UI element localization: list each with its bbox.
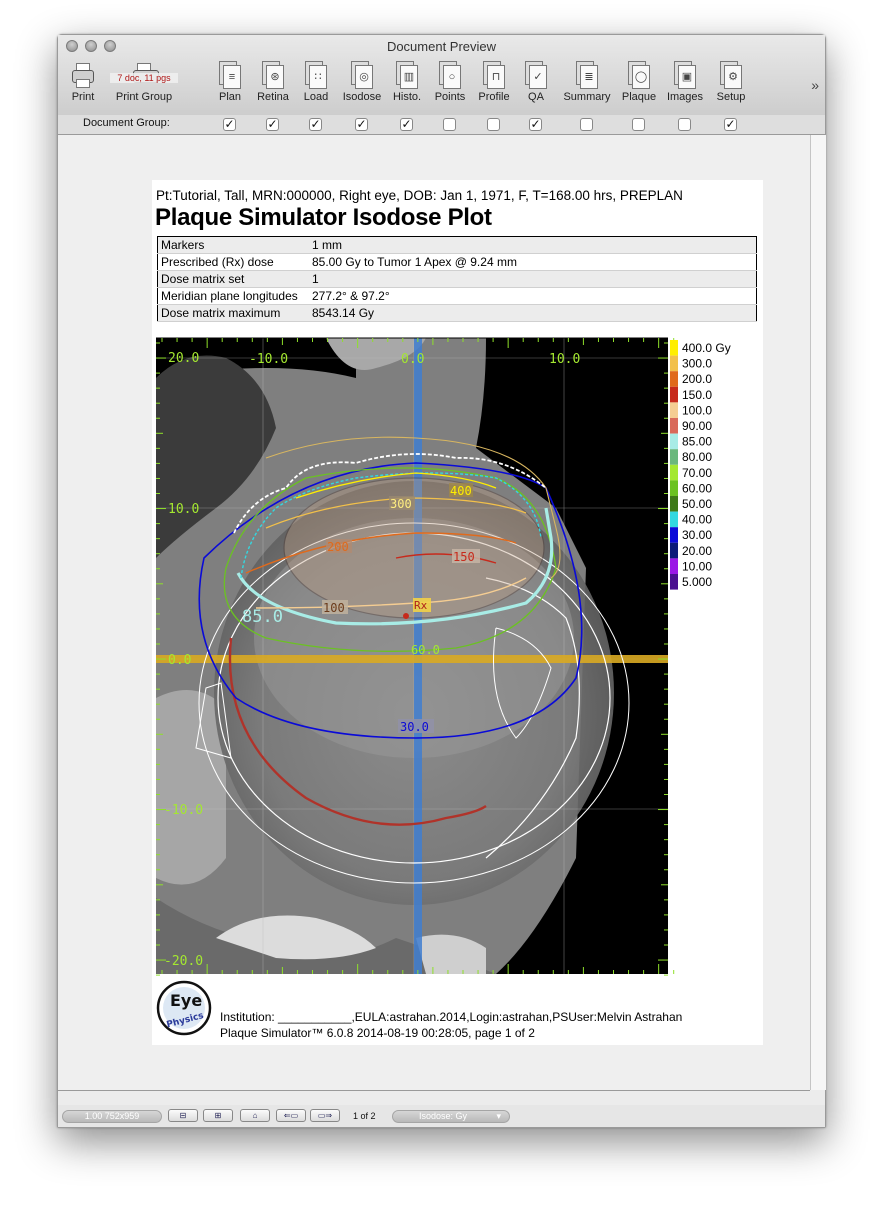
legend-swatch [670, 371, 678, 387]
status-bar [58, 1105, 825, 1127]
legend-label: 85.00 [682, 434, 713, 449]
legend-swatch [670, 449, 678, 465]
legend-swatch [670, 558, 678, 574]
plan-doc-icon: ≡ [217, 61, 243, 89]
legend-swatch [670, 402, 678, 418]
retina-doc-icon: ⊛ [260, 61, 286, 89]
print-group-badge: 7 doc, 11 pgs [110, 73, 178, 83]
legend-swatch [670, 356, 678, 372]
plaque-doc-icon: ◯ [626, 61, 652, 89]
legend-label: 30.00 [682, 528, 713, 543]
titlebar [58, 35, 825, 116]
legend-swatch [670, 527, 678, 543]
toolbar-button-label: Retina [257, 91, 289, 103]
plan-info-key: Dose matrix set [158, 271, 310, 288]
rx-marker-label: Rx [414, 599, 428, 612]
plan-info-value: 1 [309, 271, 757, 288]
contour-label-300: 300 [390, 497, 412, 511]
toolbar-button-label: Plan [218, 91, 242, 103]
legend-swatch [670, 418, 678, 434]
legend-label: 70.00 [682, 465, 713, 480]
legend-label: 300.0 [682, 356, 713, 371]
plan-info-key: Prescribed (Rx) dose [158, 254, 310, 271]
units-select[interactable] [392, 1110, 510, 1123]
x-axis-label: 0.0 [401, 352, 425, 367]
contour-label-200: 200 [327, 540, 349, 554]
toolbar-button-label: Profile [478, 91, 510, 103]
legend-label: 100.0 [682, 403, 713, 418]
print-group-label: Print Group [115, 91, 173, 103]
plan-info-key: Markers [158, 237, 310, 254]
document-group-checkbox-profile[interactable] [487, 118, 500, 131]
x-axis-label: -10.0 [249, 352, 289, 367]
chevron-down-icon: ▾ [496, 1111, 501, 1121]
page-count: 1 of 2 [353, 1111, 376, 1121]
print-label: Print [71, 91, 95, 103]
document-group-checkbox-qa[interactable]: ✓ [530, 117, 541, 131]
plan-info-row [158, 271, 757, 288]
legend-swatch [670, 543, 678, 559]
zoom-info: 1.00 752x959 [62, 1110, 162, 1123]
document-group-checkbox-images[interactable] [678, 118, 691, 131]
patient-header: Pt:Tutorial, Tall, MRN:000000, Right eye, DOB: Jan 1, 1971, F, T=168.00 hrs, PREPLAN [156, 188, 683, 203]
document-group-label: Document Group: [83, 117, 170, 129]
document-group-checkbox-load[interactable]: ✓ [310, 117, 321, 131]
toolbar-button-label: Points [434, 91, 466, 103]
legend-label: 40.00 [682, 512, 713, 527]
dose-legend [670, 340, 731, 590]
printer-icon [70, 61, 96, 89]
document-group-checkbox-isodose[interactable]: ✓ [356, 117, 367, 131]
points-doc-icon: ○ [437, 61, 463, 89]
contour-label-60: 60.0 [411, 643, 440, 657]
print-group-icon [117, 61, 171, 89]
document-group-bar [58, 115, 825, 135]
document-page [152, 180, 763, 1045]
chevron-double-right-icon[interactable]: » [811, 77, 819, 93]
print-group-button[interactable] [112, 61, 176, 103]
toolbar-button-setup[interactable] [701, 61, 761, 103]
plan-info-value: 85.00 Gy to Tumor 1 Apex @ 9.24 mm [309, 254, 757, 271]
contour-label-100: 100 [323, 601, 345, 615]
toolbar-button-label: Load [303, 91, 329, 103]
document-preview-window [57, 34, 826, 1128]
toolbar-button-label: Setup [716, 91, 746, 103]
legend-swatch [670, 340, 678, 356]
histogram-doc-icon: ▥ [394, 61, 420, 89]
document-group-checkbox-plaque[interactable] [632, 118, 645, 131]
home-icon[interactable]: ⌂ [240, 1109, 270, 1122]
units-select-value: Isodose: Gy [419, 1111, 468, 1121]
legend-label: 80.00 [682, 450, 713, 465]
legend-label: 5.000 [682, 575, 713, 589]
document-group-checkbox-points[interactable] [443, 118, 456, 131]
footer-institution: Institution: ___________,EULA:astrahan.2014,Login:astrahan,PSUser:Melvin Astrahan [220, 1010, 683, 1024]
plan-info-value: 8543.14 Gy [309, 305, 757, 322]
x-axis-label: 10.0 [549, 352, 581, 367]
toolbar-button-label: Isodose [342, 91, 382, 103]
legend-swatch [670, 574, 678, 590]
legend-swatch [670, 480, 678, 496]
toolbar-button-label: Plaque [621, 91, 657, 103]
zoom-in-icon[interactable]: ⊞ [203, 1109, 233, 1122]
y-axis-label: -10.0 [164, 803, 204, 818]
toolbar-button-label: Summary [563, 91, 611, 103]
legend-label: 200.0 [682, 372, 713, 387]
setup-doc-icon: ⚙ [718, 61, 744, 89]
toolbar-button-summary[interactable] [557, 61, 617, 103]
next-page-icon[interactable]: ▭⇒ [310, 1109, 340, 1122]
toolbar-button-label: Histo. [392, 91, 422, 103]
document-group-checkbox-summary[interactable] [580, 118, 593, 131]
contour-label-150: 150 [453, 550, 475, 564]
page-title: Plaque Simulator Isodose Plot [155, 204, 492, 231]
isodose-plot [156, 338, 731, 974]
toolbar-button-label: QA [528, 91, 544, 103]
plan-info-row [158, 237, 757, 254]
document-group-checkbox-retina[interactable]: ✓ [267, 117, 278, 131]
legend-label: 150.0 [682, 387, 713, 402]
y-axis-label: 20.0 [168, 351, 200, 366]
document-group-checkbox-setup[interactable]: ✓ [725, 117, 736, 131]
legend-swatch [670, 496, 678, 512]
document-group-checkbox-plan[interactable]: ✓ [224, 117, 235, 131]
plan-info-table [157, 236, 757, 322]
logo-eye-text: Eye [170, 991, 203, 1010]
y-axis-label: 0.0 [168, 653, 192, 668]
eye-physics-logo [156, 980, 212, 1036]
footer-version: Plaque Simulator™ 6.0.8 2014-08-19 00:28:05, page 1 of 2 [220, 1026, 535, 1040]
y-axis-label: -20.0 [164, 954, 204, 969]
contour-label-400: 400 [450, 484, 472, 498]
print-button[interactable] [53, 61, 113, 103]
preview-viewport[interactable] [58, 135, 810, 1091]
legend-swatch [670, 387, 678, 403]
plan-info-key: Dose matrix maximum [158, 305, 310, 322]
toolbar-button-label: Images [666, 91, 704, 103]
previous-page-icon[interactable]: ⇐▭ [276, 1109, 306, 1122]
contour-label-85: 85.0 [242, 607, 283, 627]
load-doc-icon: ∷ [303, 61, 329, 89]
plan-info-row [158, 254, 757, 271]
plan-info-row [158, 288, 757, 305]
legend-swatch [670, 512, 678, 528]
vertical-scrollbar[interactable] [810, 135, 826, 1090]
images-doc-icon: ▣ [672, 61, 698, 89]
contour-label-30: 30.0 [400, 720, 429, 734]
legend-label: 20.00 [682, 543, 713, 558]
qa-doc-icon: ✓ [523, 61, 549, 89]
logo-physics-text: Physics [165, 1010, 205, 1031]
summary-doc-icon: ≣ [574, 61, 600, 89]
legend-label: 10.00 [682, 559, 713, 574]
zoom-out-icon[interactable]: ⊟ [168, 1109, 198, 1122]
plan-info-value: 277.2° & 97.2° [309, 288, 757, 305]
window-title: Document Preview [386, 39, 497, 54]
plan-info-value: 1 mm [309, 237, 757, 254]
legend-label: 50.00 [682, 497, 713, 511]
legend-label: 60.00 [682, 481, 713, 496]
plan-info-key: Meridian plane longitudes [158, 288, 310, 305]
y-axis-label: 10.0 [168, 502, 200, 517]
legend-swatch [670, 434, 678, 450]
document-group-checkbox-histo[interactable]: ✓ [401, 117, 412, 131]
legend-swatch [670, 465, 678, 481]
plan-info-row [158, 305, 757, 322]
profile-doc-icon: ⊓ [481, 61, 507, 89]
legend-label: 90.00 [682, 419, 713, 433]
isodose-doc-icon: ◎ [349, 61, 375, 89]
legend-label: 400.0 Gy [682, 341, 731, 355]
